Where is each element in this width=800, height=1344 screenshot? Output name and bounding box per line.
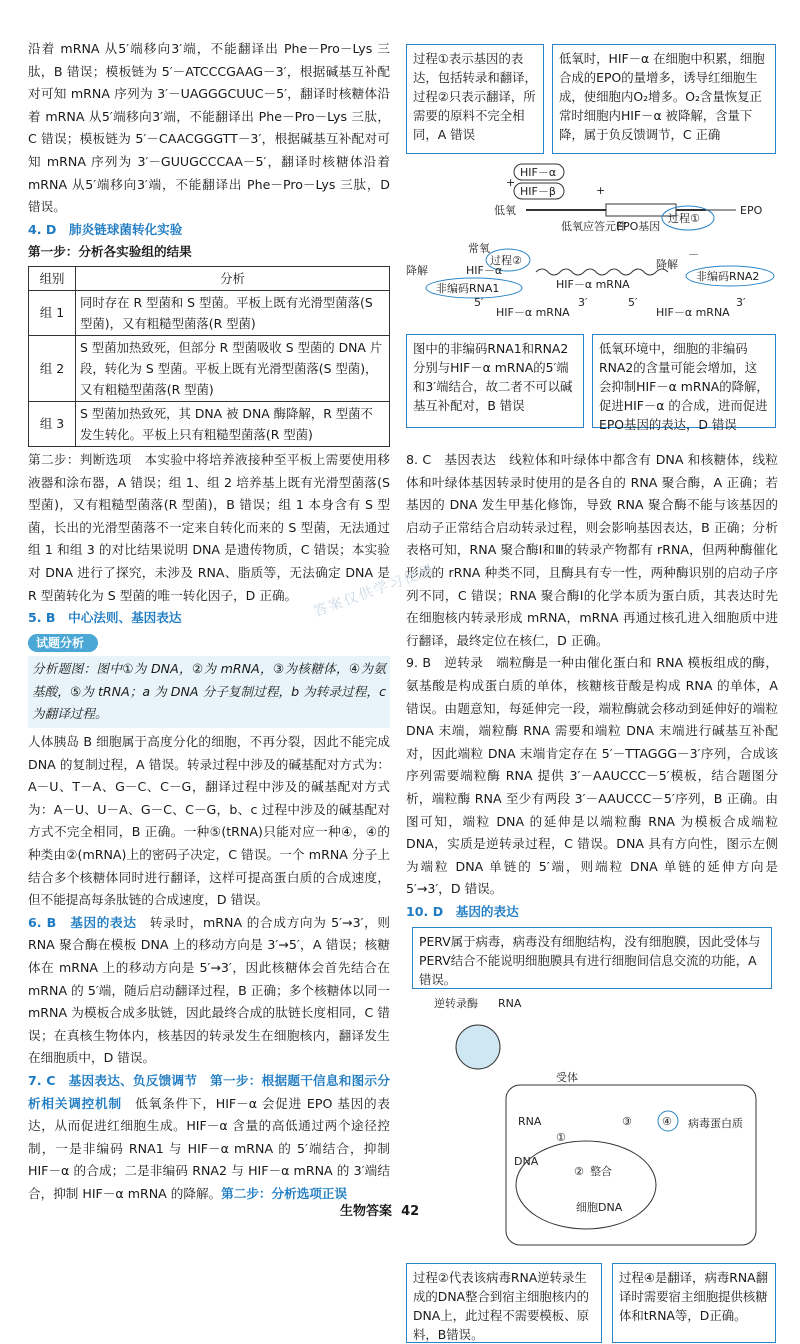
footer-label: 生物答案 (340, 1204, 393, 1219)
plus-sign-2: + (596, 184, 606, 197)
epo-gene-label: EPO基因 (616, 220, 661, 233)
q6-heading: 6. B 基因的表达 (28, 914, 137, 930)
q6-body: 转录时，mRNA 的合成方向为 5′→3′，则 RNA 聚合酶在模板 DNA 上的移动方向是 3′→5′，A 错误；核糖体在 mRNA 上的移动方向是 5′→3′，因此核糖体会首先结合在 mRNA 的 5′端，随后启动翻译过程，B 正确；多个核糖体以同一 mRNA 为模板合成多肽链，因此最终合成的肽链长度相同，C 错误；在真核生物体内，核基因的转录发生在细胞核内，翻译发生在细胞质中，D 错误。 (28, 914, 391, 1066)
q7-body: 低氧条件下，HIF－α 会促进 EPO 基因的表达，从而促进红细胞生成。HIF－α 含量的高低通过两个途径控制，一是非编码 RNA1 与 HIF－α mRNA 的 5′端结合，抑制 HIF－α 的合成；二是非编码 RNA2 与 HIF－α mRNA 的 3′端结合，抑制 HIF－α mRNA 的降解。 (28, 1095, 391, 1201)
page-number: 42 (401, 1204, 420, 1219)
q4-step1: 第一步：分析各实验组的结果 (28, 244, 192, 260)
hif-mrna-label: HIF－α mRNA (556, 278, 630, 291)
hif-mrna-right-label: HIF－α mRNA (656, 306, 730, 316)
q4-heading: 4. D 肺炎链球菌转化实验 (28, 221, 183, 237)
low-oxygen-label: 低氧 (494, 204, 516, 217)
epo-label: EPO (740, 204, 763, 217)
process1-label: 过程① (668, 212, 700, 225)
q5-analysis: 分析题图：图中①为 DNA，②为 mRNA，③为核糖体，④为氨基酸，⑤为 tRNA；a 为 DNA 分子复制过程，b 为转录过程，c 为翻译过程。 (28, 656, 390, 728)
table-cell-group: 组 1 (29, 290, 76, 335)
q5-body: 人体胰岛 B 细胞属于高度分化的细胞，不再分裂，因此不能完成 DNA 的复制过程，A 错误。转录过程中涉及的碱基配对方式为：A－U、T－A、G－C、C－G，翻译过程中涉及的碱基配对方式为：A－U、U－A、G－C、C－G，b、c 过程中涉及的碱基配对方式不完全相同，B 正确。一种⑤(tRNA)只能对应一种④，④的种类由②(mRNA)上的密码子决定，C 错误。一个 mRNA 分子上结合多个核糖体同时进行翻译，这样可提高蛋白质的合成速度，但不能提高每条肽链的合成速度，D 错误。 (28, 734, 390, 908)
num3-label: ③ (622, 1115, 632, 1129)
table-cell-text: S 型菌加热致死，但部分 R 型菌吸收 S 型菌的 DNA 片段，转化为 S 型菌。平板上既有光滑型菌落(S 型菌)，又有粗糙型菌落(R 型菌) (76, 335, 390, 401)
three-prime-l: 3′ (578, 296, 588, 309)
q7-block (28, 1070, 390, 1206)
callout-d: 低氧环境中，细胞的非编码RNA2的含量可能会增加，这会抑制HIF－α mRNA的降解，促进HIF－α 的合成，进而促进EPO基因的表达，D 错误 (592, 334, 776, 428)
table-cell-text: S 型菌加热致死，其 DNA 被 DNA 酶降解，R 型菌不发生转化。平板上只有粗糙型菌落(R 型菌) (76, 401, 390, 446)
right-column (406, 44, 778, 1343)
perv-diagram-block (406, 923, 778, 1343)
num1-label: ① (556, 1131, 566, 1145)
callout-g: 过程④是翻译，病毒RNA翻译时需要宿主细胞提供核糖体和tRNA等，D正确。 (612, 1263, 776, 1343)
low-response-label: 低氧应答元件 (561, 220, 627, 233)
q10-heading: 10. D 基因的表达 (406, 903, 519, 919)
table-cell-text: 同时存在 R 型菌和 S 型菌。平板上既有光滑型菌落(S 型菌)，又有粗糙型菌落(R 型菌) (76, 290, 390, 335)
table-header-group: 组别 (29, 266, 76, 290)
table-cell-group: 组 3 (29, 401, 76, 446)
q3-continuation: 沿着 mRNA 从5′端移向3′端，不能翻译出 Phe－Pro－Lys 三肽，B 错误；模板链为 5′－ATCCCGAAG－3′，根据碱基互补配对可知 mRNA 序列为 3′－UAGGGCUUC－5′，翻译时核糖体沿着 mRNA 从5′端移向3′端，不能翻译出 Phe－Pro－Lys 三肽，C 错误；模板链为 5′－CAACGGGTT－3′，根据碱基互补配对可知 mRNA 序列为 3′－GUUGCCCAA－5′，翻译时核糖体沿着 mRNA 从5′端移向3′端，不能翻译出 Phe－Pro－Lys 三肽，D 错误。 (28, 41, 390, 215)
callout-e: PERV属于病毒，病毒没有细胞结构，没有细胞膜，因此受体与PERV结合不能说明细胞膜具有进行细胞间信息交流的功能，A错误。 (412, 927, 772, 989)
ncrna2-label: 非编码RNA2 (696, 270, 760, 283)
left-column (28, 38, 390, 1206)
num4-label: ④ (662, 1115, 672, 1129)
receptor-label: 受体 (556, 1071, 578, 1085)
table-row (29, 290, 390, 335)
rt-label: 逆转录酶 (434, 997, 478, 1011)
minus-sign: － (688, 248, 699, 261)
ncrna1-label: 非编码RNA1 (436, 282, 500, 295)
num2-label: ② (574, 1165, 584, 1179)
process2-label: 过程② (490, 254, 522, 267)
hif-beta-label: HIF－β (520, 185, 556, 198)
five-prime-l: 5′ (474, 296, 484, 309)
table-cell-group: 组 2 (29, 335, 76, 401)
degrade-left-label: 降解 (406, 264, 428, 277)
q4-results-table (28, 266, 390, 447)
rna-label: RNA (498, 997, 522, 1011)
page-footer (340, 1200, 480, 1226)
q9-body: 9. B 逆转录 端粒酶是一种由催化蛋白和 RNA 模板组成的酶，氨基酸是构成蛋白质的单体，核糖核苷酸是构成 RNA 的单体，A 错误。由题意知，每延伸完一段，端粒酶就会移动到延伸好的端粒 DNA 末端，端粒酶 RNA 需要和端粒 DNA 末端进行碱基互补配对，因此端粒 DNA 末端肯定存在 5′－TTAGGG－3′序列，合成该序列需要端粒酶 RNA 提供 3′－AAUCCC－5′模板，结合题图分析，端粒酶 RNA 至少有两段 3′－AAUCCC－5′序列，B 正确。由图可知，端粒 DNA 的延伸是以端粒酶 RNA 为模板合成端粒 DNA，实质是逆转录过程，C 错误。DNA 具有方向性，图示左侧为端粒 DNA 单链的 5′端，则端粒 DNA 单链的延伸方向是 5′→3′，D 错误。 (406, 655, 778, 897)
callout-b: 低氧时，HIF－α 在细胞中积累，细胞合成的EPO的量增多，诱导红细胞生成，使细胞内O₂增多。O₂含量恢复正常时细胞内HIF－α 被降解，含量下降，属于负反馈调节，C 正确 (552, 44, 776, 154)
epo-gene-box (606, 204, 676, 216)
cell-membrane (506, 1085, 756, 1245)
callout-f: 过程②代表该病毒RNA逆转录生成的DNA整合到宿主细胞核内的DNA上，此过程不需要模板、原料，B错误。 (406, 1263, 602, 1343)
hif-diagram-block (406, 44, 778, 449)
virus-shape (456, 1025, 500, 1069)
table-header-analysis: 分析 (76, 266, 390, 290)
normal-oxygen-label: 常氧 (468, 242, 490, 255)
table-row (29, 335, 390, 401)
analysis-pill: 试题分析 (28, 634, 98, 652)
watermark: 答案仅供学习使用 (311, 561, 438, 621)
integrate-label: 整合 (590, 1165, 612, 1179)
hif-regulation-diagram (406, 156, 778, 316)
plus-sign: + (506, 176, 516, 189)
table-row (29, 401, 390, 446)
three-prime-r: 3′ (736, 296, 746, 309)
q7-step2: 第二步：分析选项正误 (221, 1185, 348, 1201)
viral-protein-label: 病毒蛋白质 (688, 1117, 743, 1131)
q4-step2: 第二步：判断选项 本实验中将培养液接种至平板上需要使用移液器和涂布器，A 错误；组 1、组 2 培养基上既有光滑型菌落(S 型菌)，又有粗糙型菌落(R 型菌)，B 错误；组 1 本身含有 S 型菌，长出的光滑型菌落不一定来自转化而来的 S 型菌，无法通过组 1 和组 3 的对比结果说明 DNA 是遗传物质，C 错误；本实验对 DNA 进行了探究，未涉及 RNA、脂质等，无法确定 DNA 是 R 型菌转化为 S 型菌的唯一转化因子，D 正确。 (28, 451, 390, 603)
q5-heading: 5. B 中心法则、基因表达 (28, 610, 182, 626)
mrna-wave (536, 269, 668, 275)
hif-alpha-label: HIF－α (520, 166, 557, 179)
q6-block (28, 912, 390, 1070)
callout-a: 过程①表示基因的表达，包括转录和翻译，过程②只表示翻译，所需要的原料不完全相同，A 错误 (406, 44, 544, 154)
callout-c: 图中的非编码RNA1和RNA2分别与HIF－α mRNA的5′端和3′端结合，故二者不可以碱基互补配对，B 错误 (406, 334, 584, 428)
degrade-right-label: 降解 (656, 258, 678, 271)
q8-body: 8. C 基因表达 线粒体和叶绿体中都含有 DNA 和核糖体，线粒体和叶绿体基因转录时使用的是各自的 RNA 聚合酶，A 正确；若基因的 DNA 发生甲基化修饰，导致 RNA 聚合酶不能与该基因的启动子正常结合启动转录过程，则会影响基因表达，B 正确；分析表格可知，RNA 聚合酶Ⅰ和Ⅲ的转录产物都有 rRNA，但两种酶催化形成的 rRNA 种类不同，且酶具有专一性，两种酶识别的启动子序列不同，C 错误；RNA 聚合酶Ⅰ的化学本质为蛋白质，其表达时先在细胞核内转录形成 mRNA，mRNA 再通过核孔进入细胞质中进行翻译，最终定位在核仁，D 正确。 (406, 452, 778, 648)
q7-heading: 7. C 基因表达、负反馈调节 第一步：根据题干信息和图示分析相关调控机制 (28, 1072, 390, 1111)
hif-mrna-left-label: HIF－α mRNA (496, 306, 570, 316)
rna2-label: RNA (518, 1115, 542, 1129)
five-prime-r: 5′ (628, 296, 638, 309)
dna-label: DNA (514, 1155, 539, 1169)
hif-alpha-left-label: HIF－α (466, 264, 503, 277)
cell-dna-label: 细胞DNA (576, 1201, 623, 1215)
